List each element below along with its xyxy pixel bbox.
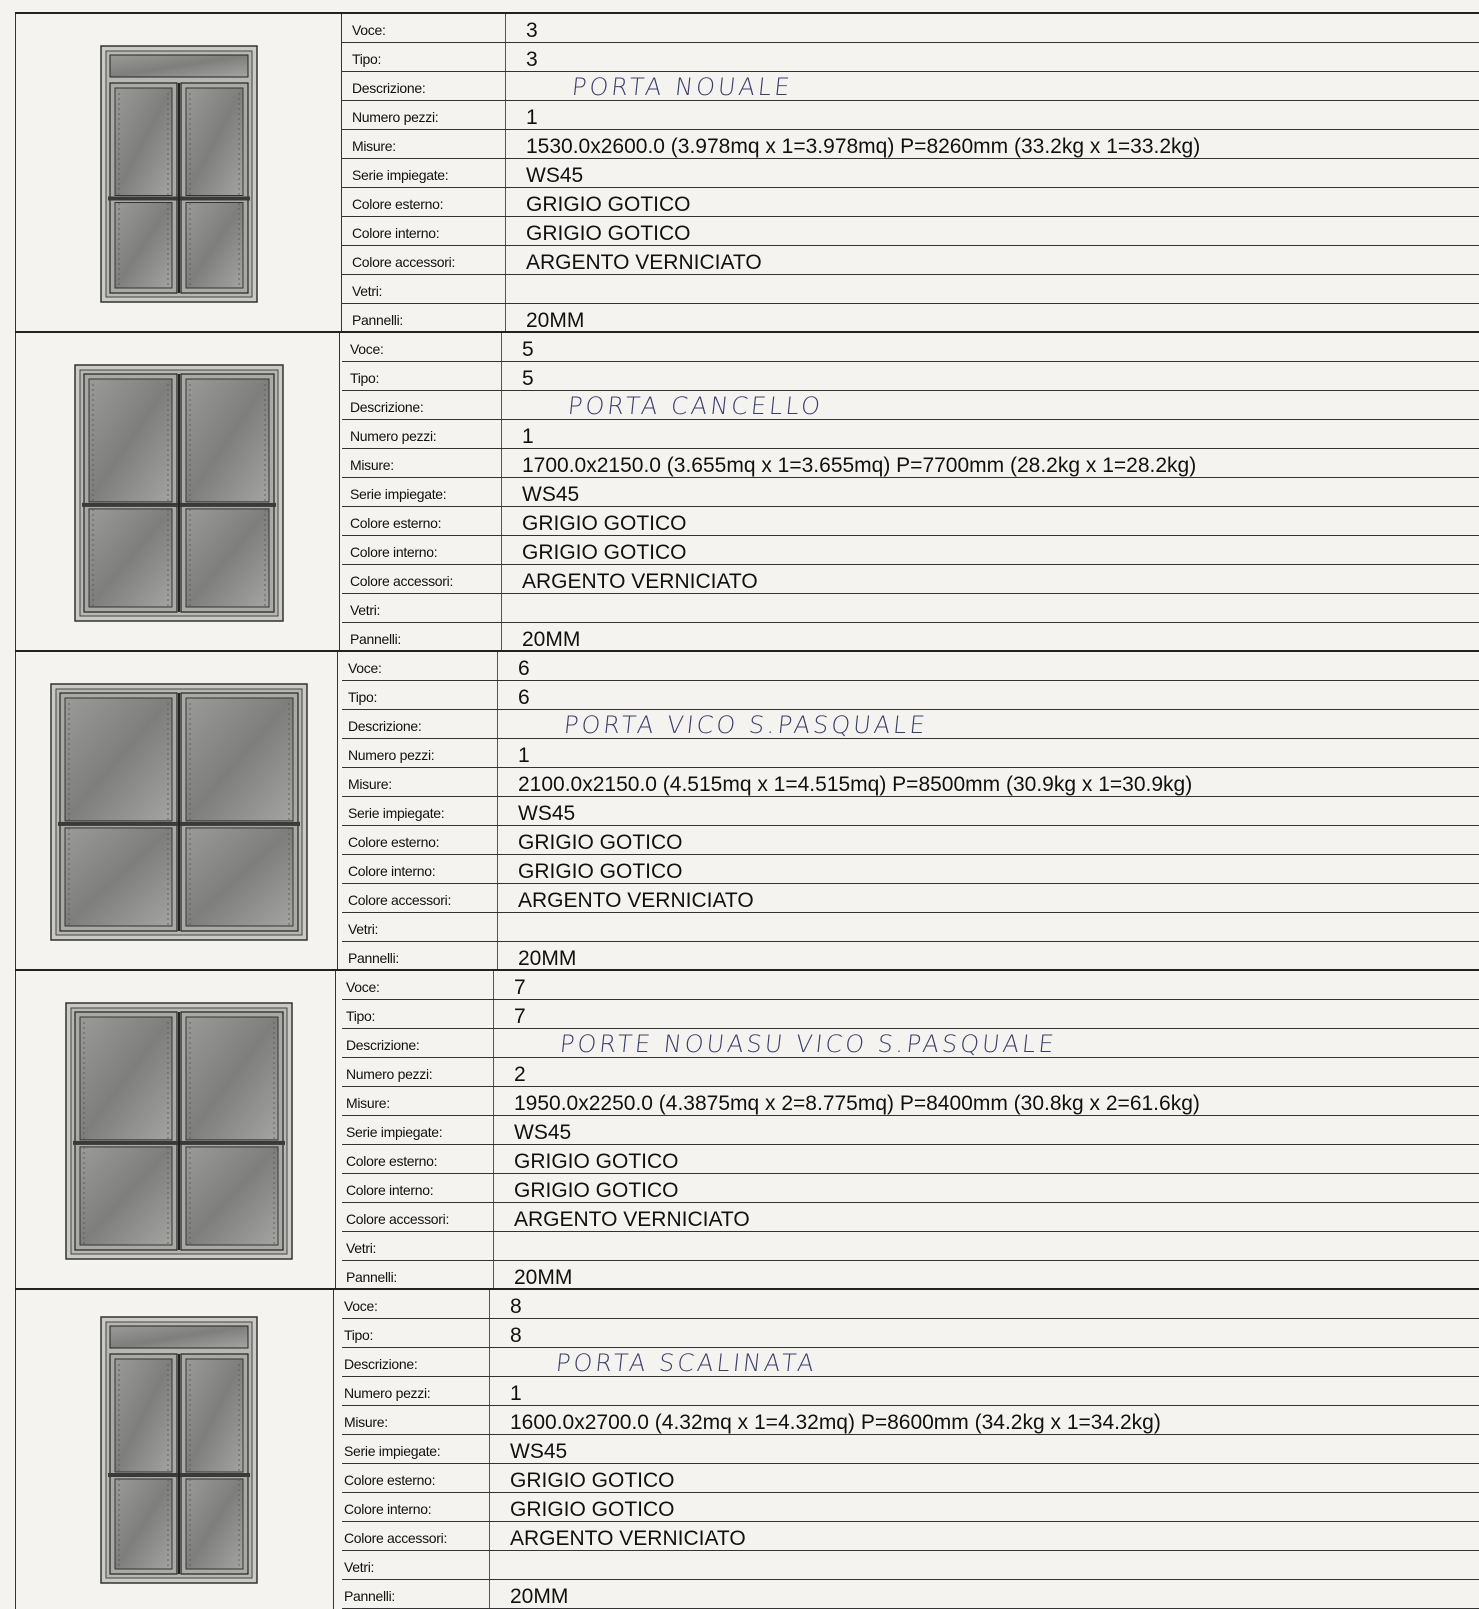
spec-row-voce [342,1290,1479,1319]
spec-row-pannelli [342,942,1479,971]
spec-label: Misure: [352,138,396,154]
spec-label: Descrizione: [346,1037,420,1053]
spec-label: Misure: [348,776,392,792]
spec-value: GRIGIO GOTICO [526,193,691,216]
spec-label: Pannelli: [352,312,404,328]
spec-label: Serie impiegate: [352,167,449,183]
spec-table [342,652,1479,971]
spec-row-descrizione [342,391,1479,420]
spec-label: Numero pezzi: [346,1066,433,1082]
spec-label: Colore accessori: [348,892,452,908]
spec-row-colore-interno [342,217,1479,246]
spec-value: 20MM [526,309,585,332]
handwritten-description: PORTA NOUALE [570,73,794,101]
spec-label: Numero pezzi: [344,1385,431,1401]
spec-table [342,971,1479,1290]
spec-row-colore-accessori [342,884,1479,913]
spec-value: 20MM [522,628,581,651]
spec-value: WS45 [522,483,580,506]
spec-value: 20MM [510,1585,569,1608]
spec-row-voce [342,652,1479,681]
spec-label: Descrizione: [352,80,426,96]
spec-table [342,333,1479,652]
spec-value: GRIGIO GOTICO [510,1498,675,1521]
spec-row-misure [342,449,1479,478]
spec-row-tipo [342,1319,1479,1348]
spec-label: Colore esterno: [350,515,442,531]
door-entry [15,650,1479,971]
spec-value: 6 [518,657,530,680]
spec-row-colore-esterno [342,826,1479,855]
spec-label: Misure: [350,457,394,473]
spec-label: Tipo: [344,1327,374,1343]
spec-value: GRIGIO GOTICO [514,1179,679,1202]
spec-row-vetri [342,594,1479,623]
spec-value: 2 [514,1063,526,1086]
spec-label: Colore accessori: [346,1211,450,1227]
spec-label: Tipo: [352,51,382,67]
spec-label: Serie impiegate: [348,805,445,821]
spec-value: GRIGIO GOTICO [510,1469,675,1492]
spec-row-tipo [342,43,1479,72]
spec-row-colore-accessori [342,1522,1479,1551]
spec-row-misure [342,1087,1479,1116]
spec-row-serie [342,159,1479,188]
spec-label: Voce: [344,1298,378,1314]
spec-label: Tipo: [346,1008,376,1024]
spec-row-numero-pezzi [342,1377,1479,1406]
spec-value: WS45 [510,1440,568,1463]
spec-value: 2100.0x2150.0 (4.515mq x 1=4.515mq) P=8500mm (30.9kg x 1=30.9kg) [518,773,1193,796]
spec-row-numero-pezzi [342,739,1479,768]
spec-label: Vetri: [346,1240,377,1256]
spec-label: Vetri: [350,602,381,618]
spec-value: GRIGIO GOTICO [514,1150,679,1173]
spec-row-colore-esterno [342,507,1479,536]
spec-label: Pannelli: [344,1588,396,1604]
spec-row-colore-esterno [342,1464,1479,1493]
spec-label: Colore accessori: [350,573,454,589]
spec-value: 8 [510,1295,522,1318]
door-drawing [16,652,341,971]
spec-label: Pannelli: [346,1269,398,1285]
spec-value: 1700.0x2150.0 (3.655mq x 1=3.655mq) P=7700mm (28.2kg x 1=28.2kg) [522,454,1197,477]
spec-value: 6 [518,686,530,709]
spec-value: 5 [522,367,534,390]
spec-label: Colore esterno: [352,196,444,212]
column-divider [339,333,340,652]
spec-row-colore-interno [342,1493,1479,1522]
spec-value: 20MM [518,947,577,970]
spec-value: 5 [522,338,534,361]
spec-value: GRIGIO GOTICO [518,831,683,854]
spec-row-numero-pezzi [342,1058,1479,1087]
spec-row-colore-interno [342,1174,1479,1203]
spec-row-vetri [342,275,1479,304]
spec-label: Serie impiegate: [344,1443,441,1459]
spec-value: 1 [526,106,538,129]
spec-label: Descrizione: [348,718,422,734]
spec-label: Voce: [348,660,382,676]
door-schedule-sheet [15,12,1479,1608]
spec-row-vetri [342,913,1479,942]
spec-label: Voce: [346,979,380,995]
spec-value: GRIGIO GOTICO [526,222,691,245]
handwritten-description: PORTA CANCELLO [566,392,825,420]
spec-value: 1 [510,1382,522,1405]
spec-label: Descrizione: [350,399,424,415]
spec-label: Colore interno: [350,544,438,560]
spec-label: Numero pezzi: [352,109,439,125]
spec-value: GRIGIO GOTICO [518,860,683,883]
spec-value: 1 [518,744,530,767]
spec-label: Misure: [344,1414,388,1430]
column-divider [335,971,336,1290]
spec-label: Colore esterno: [346,1153,438,1169]
spec-row-colore-interno [342,536,1479,565]
handwritten-description: PORTA VICO S.PASQUALE [562,711,930,739]
spec-row-pannelli [342,304,1479,333]
door-entry [15,969,1479,1290]
spec-label: Colore accessori: [352,254,456,270]
spec-value: 20MM [514,1266,573,1289]
handwritten-description: PORTA SCALINATA [554,1349,819,1377]
spec-value: ARGENTO VERNICIATO [522,570,758,593]
column-divider [337,652,338,971]
spec-label: Serie impiegate: [346,1124,443,1140]
spec-label: Serie impiegate: [350,486,447,502]
spec-row-misure [342,1406,1479,1435]
spec-value: ARGENTO VERNICIATO [514,1208,750,1231]
spec-label: Tipo: [348,689,378,705]
spec-row-colore-interno [342,855,1479,884]
spec-row-colore-accessori [342,1203,1479,1232]
door-drawing [16,1290,341,1609]
spec-row-colore-esterno [342,1145,1479,1174]
spec-row-tipo [342,1000,1479,1029]
spec-label: Vetri: [352,283,383,299]
spec-row-misure [342,768,1479,797]
spec-label: Colore esterno: [348,834,440,850]
spec-row-pannelli [342,623,1479,652]
spec-row-pannelli [342,1580,1479,1609]
door-drawing [16,971,341,1290]
spec-row-vetri [342,1232,1479,1261]
spec-row-serie [342,1435,1479,1464]
spec-row-descrizione [342,710,1479,739]
door-entry [15,331,1479,652]
spec-value: 7 [514,1005,526,1028]
spec-row-pannelli [342,1261,1479,1290]
spec-table [342,14,1479,333]
spec-value: WS45 [518,802,576,825]
spec-row-serie [342,478,1479,507]
spec-table [342,1290,1479,1609]
spec-value: 3 [526,48,538,71]
spec-label: Numero pezzi: [348,747,435,763]
spec-row-colore-accessori [342,246,1479,275]
spec-row-colore-accessori [342,565,1479,594]
spec-row-misure [342,130,1479,159]
spec-value: ARGENTO VERNICIATO [518,889,754,912]
spec-label: Vetri: [344,1559,375,1575]
spec-row-numero-pezzi [342,101,1479,130]
column-divider [333,1290,334,1609]
spec-label: Descrizione: [344,1356,418,1372]
spec-row-tipo [342,362,1479,391]
spec-value: WS45 [514,1121,572,1144]
spec-value: 1530.0x2600.0 (3.978mq x 1=3.978mq) P=8260mm (33.2kg x 1=33.2kg) [526,135,1201,158]
spec-value: 1600.0x2700.0 (4.32mq x 1=4.32mq) P=8600mm (34.2kg x 1=34.2kg) [510,1411,1161,1434]
spec-label: Tipo: [350,370,380,386]
spec-label: Vetri: [348,921,379,937]
spec-row-vetri [342,1551,1479,1580]
spec-label: Misure: [346,1095,390,1111]
spec-value: GRIGIO GOTICO [522,512,687,535]
spec-label: Colore esterno: [344,1472,436,1488]
spec-row-descrizione [342,1348,1479,1377]
spec-label: Voce: [350,341,384,357]
door-entry [15,1288,1479,1609]
spec-value: 8 [510,1324,522,1347]
spec-label: Voce: [352,22,386,38]
door-drawing [16,14,341,333]
handwritten-description: PORTE NOUASU VICO S.PASQUALE [558,1030,1059,1058]
spec-value: GRIGIO GOTICO [522,541,687,564]
spec-label: Colore accessori: [344,1530,448,1546]
spec-label: Numero pezzi: [350,428,437,444]
spec-row-numero-pezzi [342,420,1479,449]
spec-value: 1950.0x2250.0 (4.3875mq x 2=8.775mq) P=8400mm (30.8kg x 2=61.6kg) [514,1092,1200,1115]
spec-value: 1 [522,425,534,448]
spec-value: ARGENTO VERNICIATO [510,1527,746,1550]
spec-row-voce [342,333,1479,362]
spec-row-descrizione [342,1029,1479,1058]
spec-row-serie [342,1116,1479,1145]
spec-label: Pannelli: [350,631,402,647]
spec-row-serie [342,797,1479,826]
spec-value: 7 [514,976,526,999]
spec-value: ARGENTO VERNICIATO [526,251,762,274]
spec-row-voce [342,971,1479,1000]
spec-row-colore-esterno [342,188,1479,217]
spec-value: WS45 [526,164,584,187]
spec-row-voce [342,14,1479,43]
spec-row-tipo [342,681,1479,710]
door-entry [15,12,1479,333]
spec-label: Colore interno: [346,1182,434,1198]
door-drawing [16,333,341,652]
spec-label: Colore interno: [348,863,436,879]
spec-label: Colore interno: [352,225,440,241]
spec-label: Pannelli: [348,950,400,966]
spec-value: 3 [526,19,538,42]
spec-row-descrizione [342,72,1479,101]
spec-label: Colore interno: [344,1501,432,1517]
